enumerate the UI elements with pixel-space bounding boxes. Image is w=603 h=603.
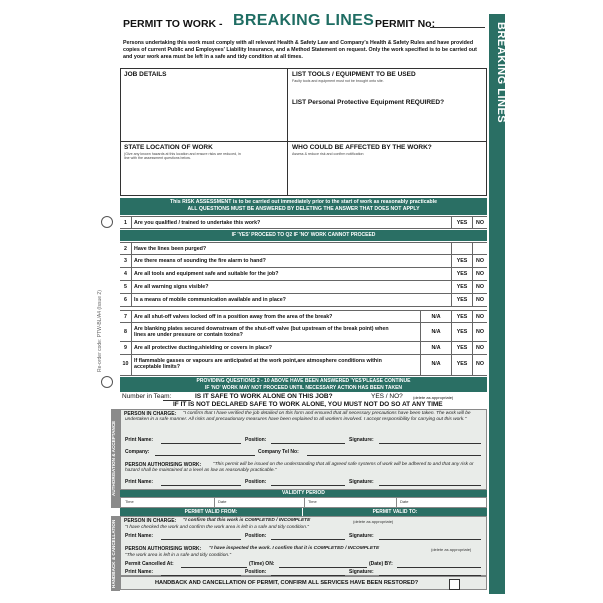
yes-option[interactable]: YES xyxy=(451,355,472,375)
job-details-box[interactable] xyxy=(120,68,288,142)
no-option[interactable]: NO xyxy=(472,217,487,228)
position-label: Position: xyxy=(245,479,267,485)
question-number: 5 xyxy=(120,281,132,293)
question-number: 2 xyxy=(120,243,132,254)
tools-box[interactable] xyxy=(288,68,487,142)
time-label: Time xyxy=(308,499,317,504)
pa-tidy: "The work area is left in a safe and tidy condition." xyxy=(125,553,232,558)
side-banner xyxy=(489,14,505,594)
yes-option[interactable]: YES xyxy=(451,268,472,280)
affected-label: WHO COULD BE AFFECTED BY THE WORK? xyxy=(292,144,432,151)
alone-warning: IF IT IS NOT DECLARED SAFE TO WORK ALONE, YOU MUST NOT DO SO AT ANY TIME xyxy=(173,401,443,408)
na-option[interactable]: N/A xyxy=(420,355,451,375)
question-number: 9 xyxy=(120,342,132,354)
no-option[interactable]: NO xyxy=(472,281,487,293)
date-by-field[interactable] xyxy=(397,567,481,568)
yes-option[interactable] xyxy=(451,243,472,254)
delete-note: (delete as appropriate) xyxy=(431,547,472,552)
affected-box[interactable] xyxy=(288,142,487,196)
no-option[interactable]: NO xyxy=(472,342,487,354)
question-text: Are all tools and equipment safe and suitable for the job? xyxy=(134,271,279,277)
delete-note: (delete as appropriate) xyxy=(353,519,394,524)
risk-line2: ALL QUESTIONS MUST BE ANSWERED BY DELETING THE ANSWER THAT DOES NOT APPLY xyxy=(187,206,420,212)
question-text: Are all protective ducting,shielding or covers in place? xyxy=(134,345,273,351)
location-label: STATE LOCATION OF WORK xyxy=(124,144,213,151)
question-row xyxy=(120,255,487,268)
yes-option[interactable]: YES xyxy=(451,281,472,293)
print-name-label: Print Name: xyxy=(125,479,154,485)
punch-hole xyxy=(101,216,113,228)
na-option[interactable]: N/A xyxy=(420,342,451,354)
company-tel-label: Company Tel No: xyxy=(258,449,299,455)
affected-sub: Assess & reduce risk and confirm notification xyxy=(292,152,364,156)
divider xyxy=(396,498,397,507)
delete-note: (delete as appropriate) xyxy=(413,395,454,400)
no-option[interactable]: NO xyxy=(472,311,487,322)
company-tel-field[interactable] xyxy=(307,455,481,456)
final-confirm-row xyxy=(120,576,487,590)
date-label: Date xyxy=(400,499,409,504)
punch-hole xyxy=(101,376,113,388)
question-number: 10 xyxy=(120,355,132,375)
pic-checked: "I have checked the work and confirm the work area is left in a safe and tidy condition." xyxy=(125,525,309,530)
validity-title: VALIDITY PERIOD xyxy=(120,490,487,497)
pa-label: PERSON AUTHORISING WORK: xyxy=(125,546,202,552)
tools-sub: Faulty tools and equipment must not be brought onto site. xyxy=(292,79,384,83)
no-option[interactable]: NO xyxy=(472,355,487,375)
valid-from-label: PERMIT VALID FROM: xyxy=(120,508,303,516)
confirm-checkbox[interactable] xyxy=(449,579,460,590)
question-text: Are you qualified / trained to undertake this work? xyxy=(134,220,261,226)
question-text: Is a means of mobile communication available and in place? xyxy=(134,297,286,303)
authorisation-panel xyxy=(120,409,487,490)
team-label: Number in Team: xyxy=(122,393,172,400)
print-name-label: Print Name: xyxy=(125,437,154,443)
tools-label: LIST TOOLS / EQUIPMENT TO BE USED xyxy=(292,71,416,78)
time-on-field[interactable] xyxy=(279,567,367,568)
pic-confirm: "I confirm that this work is COMPLETED / INCOMPLETE xyxy=(183,518,311,523)
position-field[interactable] xyxy=(271,539,345,540)
question-text: Are all warning signs visible? xyxy=(134,284,209,290)
question-text: Are there means of sounding the fire alarm to hand? xyxy=(134,258,266,264)
handback-side-text: HANDBACK & CANCELLATION xyxy=(111,519,116,588)
validity-row xyxy=(120,497,487,508)
time-label: Time xyxy=(125,499,134,504)
question-row xyxy=(120,216,487,229)
cancelled-label: Permit Cancelled At: xyxy=(125,561,174,567)
question-number: 4 xyxy=(120,268,132,280)
print-name-field[interactable] xyxy=(161,485,241,486)
signature-label: Signature: xyxy=(349,569,374,575)
question-text: Are all shut-off valves locked off in a position away from the area of the break? xyxy=(134,314,333,320)
ppe-label: LIST Personal Protective Equipment REQUIRED? xyxy=(292,99,445,106)
proceed-note: IF 'YES' PROCEED TO Q2 IF 'NO' WORK CANNOT PROCEED xyxy=(120,230,487,241)
position-field[interactable] xyxy=(271,443,345,444)
pic-label: PERSON IN CHARGE: xyxy=(124,518,177,524)
final-confirm-text: HANDBACK AND CANCELLATION OF PERMIT, CONFIRM ALL SERVICES HAVE BEEN RESTORED? xyxy=(155,580,419,586)
providing-line1: PROVIDING QUESTIONS 2 - 10 ABOVE HAVE BEEN ANSWERED 'YES'PLEASE CONTINUE xyxy=(196,378,411,384)
signature-field[interactable] xyxy=(379,443,481,444)
question-row xyxy=(120,310,487,323)
handback-side-label xyxy=(111,516,120,591)
company-label: Company: xyxy=(125,449,150,455)
company-field[interactable] xyxy=(155,455,255,456)
position-label: Position: xyxy=(245,533,267,539)
na-option[interactable]: N/A xyxy=(420,311,451,322)
question-text: If flammable gasses or vapours are anticipated at the work point,are atmosphere conditions within acceptable limits? xyxy=(134,358,382,370)
divider xyxy=(304,498,305,507)
question-number: 6 xyxy=(120,294,132,306)
signature-label: Signature: xyxy=(349,437,374,443)
question-row xyxy=(120,355,487,376)
no-option[interactable]: NO xyxy=(472,294,487,306)
signature-label: Signature: xyxy=(349,479,374,485)
yes-option[interactable]: YES xyxy=(451,294,472,306)
permit-no-label: PERMIT No: xyxy=(375,18,436,30)
no-option[interactable]: NO xyxy=(472,323,487,341)
na-option[interactable]: N/A xyxy=(420,323,451,341)
yes-option[interactable]: YES xyxy=(451,311,472,322)
question-number: 8 xyxy=(120,323,132,341)
providing-note xyxy=(120,377,487,392)
question-number: 3 xyxy=(120,255,132,267)
no-option[interactable] xyxy=(472,243,487,254)
divider xyxy=(214,498,215,507)
date-by-label: (Date) BY: xyxy=(369,561,393,567)
question-number: 1 xyxy=(120,217,132,228)
yes-option[interactable]: YES xyxy=(451,217,472,228)
pic-text: "I confirm that I have verified the job detailed on this form and ensured that all necessary precautions have been taken. The work will be undertaken in a safe manner. All risks and precautionary measures have been explained to all workers involved. I accept responsibility for carrying out this work." xyxy=(125,411,471,422)
reorder-code: Re-order code: PTW-BL/A4 (Issue 2) xyxy=(97,290,103,372)
yes-option[interactable]: YES xyxy=(451,323,472,341)
position-label: Position: xyxy=(245,437,267,443)
side-title: BREAKING LINES xyxy=(495,22,507,124)
question-number: 7 xyxy=(120,311,132,322)
risk-header xyxy=(120,198,487,215)
location-box[interactable] xyxy=(120,142,288,196)
question-text: Have the lines been purged? xyxy=(134,246,207,252)
yes-option[interactable]: YES xyxy=(451,255,472,267)
permit-no-field[interactable] xyxy=(430,27,485,28)
intro-text: Persons undertaking this work must comply with all relevant Health & Safety Law and Company's Health & Safety Rules and have provided copies of current Public and Employees' Liability Insurance, and a Method Statement on request. Only the work specified is to be carried out and your work area must be left in a safe and tidy condition at all times. xyxy=(123,40,477,61)
position-field[interactable] xyxy=(271,485,345,486)
yes-option[interactable]: YES xyxy=(451,342,472,354)
question-row xyxy=(120,294,487,307)
print-name-label: Print Name: xyxy=(125,533,154,539)
question-row xyxy=(120,268,487,281)
risk-line1: This RISK ASSESSMENT is to be carried out immediately prior to the start of work as reasonably practicable xyxy=(169,199,438,205)
permit-label: PERMIT TO WORK - xyxy=(123,18,223,30)
print-name-field[interactable] xyxy=(161,443,241,444)
signature-field[interactable] xyxy=(379,539,481,540)
print-name-field[interactable] xyxy=(161,539,241,540)
safe-alone-question: IS IT SAFE TO WORK ALONE ON THIS JOB? xyxy=(195,393,333,400)
no-option[interactable]: NO xyxy=(472,268,487,280)
signature-label: Signature: xyxy=(349,533,374,539)
job-details-label: JOB DETAILS xyxy=(124,71,167,78)
signature-field[interactable] xyxy=(379,485,481,486)
pa-label: PERSON AUTHORISING WORK: xyxy=(125,462,202,468)
question-text: Are blanking plates secured downstream of the shut-off valve (but upstream of the break point) when lines are under pressure or contain toxins? xyxy=(134,326,389,338)
pa-confirm: "I have inspected the work. I confirm that it is COMPLETED / INCOMPLETE xyxy=(209,546,380,551)
providing-line2: IF 'NO' WORK MAY NOT PROCEED UNTIL NECESSARY ACTION HAS BEEN TAKEN xyxy=(204,385,403,391)
time-on-label: (Time) ON: xyxy=(249,561,275,567)
no-option[interactable]: NO xyxy=(472,255,487,267)
yes-no-option[interactable]: YES / NO? xyxy=(371,393,403,400)
question-row xyxy=(120,281,487,294)
auth-side-text: AUTHORISATION & ACCEPTANCE xyxy=(111,420,116,497)
page-title: BREAKING LINES xyxy=(233,12,375,29)
pic-label: PERSON IN CHARGE: xyxy=(124,411,177,417)
valid-to-label: PERMIT VALID TO: xyxy=(303,508,487,516)
handback-panel xyxy=(120,516,487,576)
question-row xyxy=(120,242,487,255)
question-row xyxy=(120,342,487,355)
auth-side-label xyxy=(111,409,120,508)
question-row xyxy=(120,323,487,342)
header xyxy=(123,10,487,32)
print-name-label: Print Name: xyxy=(125,569,154,575)
date-label: Date xyxy=(218,499,227,504)
pa-text: "This permit will be issued on the understanding that all agreed safe systems of work will be adhered to and that any risk or hazard shall be maintained at a level as low as reasonably practicable." xyxy=(125,462,474,473)
position-label: Position: xyxy=(245,569,267,575)
cancelled-field[interactable] xyxy=(181,567,247,568)
location-sub: (Give any known hazards at this location and ensure risks are reduced, in line with the assessment questions below. xyxy=(124,152,241,161)
